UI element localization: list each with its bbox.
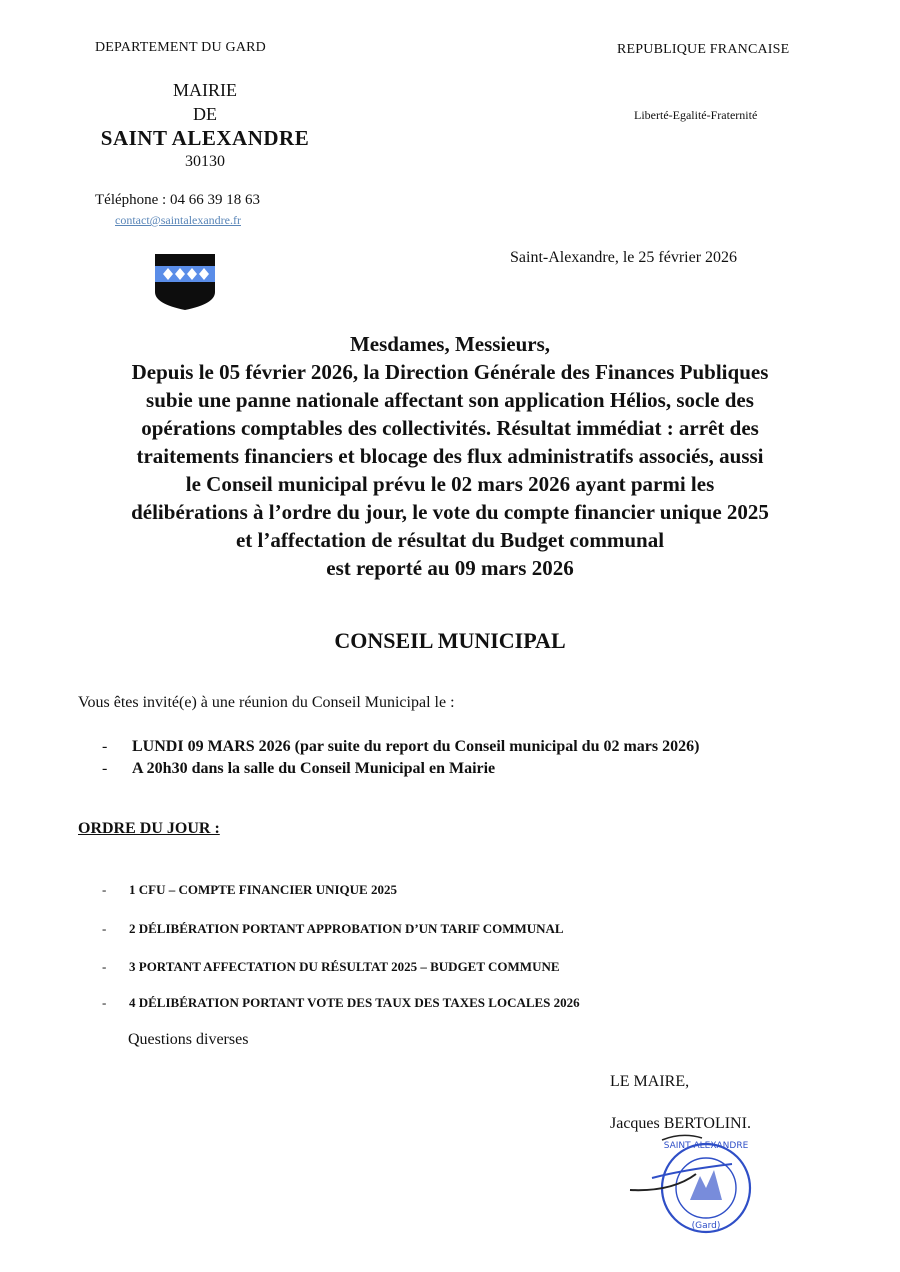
mairie-block <box>80 78 330 174</box>
meeting-date: LUNDI 09 MARS 2026 (par suite du report du Conseil municipal du 02 mars 2026) <box>132 738 700 755</box>
bullet-dash: - <box>102 760 108 777</box>
section-title: CONSEIL MUNICIPAL <box>334 628 566 653</box>
intro-line: le Conseil municipal prévu le 02 mars 2026 ayant parmi les <box>185 472 715 496</box>
coat-of-arms-icon <box>151 252 219 312</box>
signer-role: LE MAIRE, <box>610 1073 690 1090</box>
mairie-line1: MAIRIE <box>173 80 237 100</box>
agenda-item <box>102 921 802 937</box>
invite-text: Vous êtes invité(e) à une réunion du Conseil Municipal le : <box>78 694 455 711</box>
agenda-item-label: 2 DÉLIBÉRATION PORTANT APPROBATION D’UN TARIF COMMUNAL <box>129 921 564 936</box>
intro-line: Depuis le 05 février 2026, la Direction Générale des Finances Publiques <box>131 360 769 384</box>
questions-diverses: Questions diverses <box>128 1031 249 1048</box>
agenda-item <box>102 995 802 1011</box>
agenda-title: ORDRE DU JOUR : <box>78 820 220 837</box>
republic-label: REPUBLIQUE FRANCAISE <box>617 42 790 57</box>
agenda-item-label: 3 PORTANT AFFECTATION DU RÉSULTAT 2025 – BUDGET COMMUNE <box>129 959 560 974</box>
mairie-line2: DE <box>193 104 217 124</box>
bullet-dash: - <box>102 882 107 897</box>
agenda-item-label: 4 DÉLIBÉRATION PORTANT VOTE DES TAUX DES TAXES LOCALES 2026 <box>129 995 580 1010</box>
intro-line: traitements financiers et blocage des flux administratifs associés, aussi <box>136 444 764 468</box>
bullet-dash: - <box>102 738 108 755</box>
intro-line: opérations comptables des collectivités. Résultat immédiat : arrêt des <box>141 416 759 440</box>
agenda-item <box>102 882 802 898</box>
meeting-details <box>102 736 699 780</box>
department-label: DEPARTEMENT DU GARD <box>95 40 266 55</box>
intro-line: Mesdames, Messieurs, <box>349 332 551 356</box>
bullet-dash: - <box>102 921 107 936</box>
date-line: Saint-Alexandre, le 25 février 2026 <box>510 249 738 266</box>
agenda-item-label: 1 CFU – COMPTE FINANCIER UNIQUE 2025 <box>129 882 397 897</box>
svg-text:SAINT ALEXANDRE: SAINT ALEXANDRE <box>663 1141 749 1151</box>
svg-text:(Gard): (Gard) <box>691 1221 721 1231</box>
intro-line: délibérations à l’ordre du jour, le vote du compte financier unique 2025 <box>131 500 769 524</box>
email-link[interactable]: contact@saintalexandre.fr <box>115 213 241 227</box>
intro-paragraph <box>60 330 840 582</box>
town-name: SAINT ALEXANDRE <box>100 126 310 150</box>
motto: Liberté-Egalité-Fraternité <box>634 108 758 122</box>
intro-line: est reporté au 09 mars 2026 <box>326 556 574 580</box>
list-item <box>102 758 699 780</box>
bullet-dash: - <box>102 995 107 1010</box>
phone: Téléphone : 04 66 39 18 63 <box>95 192 260 208</box>
list-item <box>102 736 699 758</box>
intro-line: et l’affectation de résultat du Budget communal <box>235 528 665 552</box>
bullet-dash: - <box>102 959 107 974</box>
meeting-time: A 20h30 dans la salle du Conseil Municipal en Mairie <box>132 760 496 777</box>
stamp-icon <box>622 1130 762 1240</box>
intro-line: subie une panne nationale affectant son application Hélios, socle des <box>146 388 754 412</box>
agenda-item <box>102 959 802 975</box>
postcode: 30130 <box>185 153 225 170</box>
signer-name: Jacques BERTOLINI. <box>610 1115 751 1132</box>
